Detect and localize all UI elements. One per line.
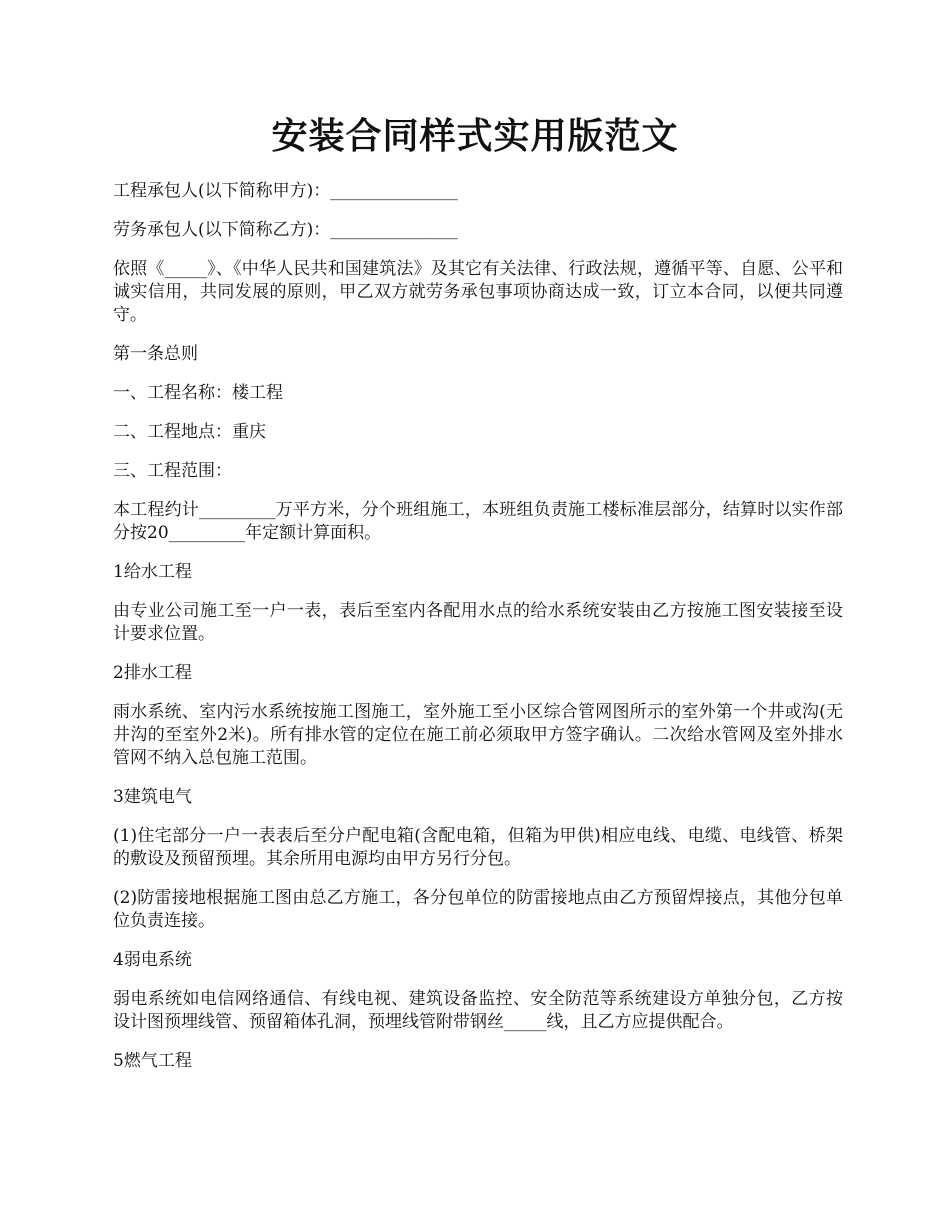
party-a-line: 工程承包人(以下简称甲方)：_______________: [113, 181, 458, 201]
document-body: [113, 180, 843, 1089]
project-scope-heading: 三、工程范围：: [113, 461, 232, 481]
gas-heading: 5燃气工程: [113, 1051, 192, 1071]
water-supply-heading: 1给水工程: [113, 562, 192, 582]
drainage-paragraph: 雨水系统、室内污水系统按施工图施工，室外施工至小区综合管网图所示的室外第一个井或沟(无井沟的至室外2米)。所有排水管的定位在施工前必须取甲方签字确认。二次给水管网及室外排水管网不纳入总包施工范围。: [113, 702, 843, 768]
article-one-heading: 第一条总则: [113, 344, 198, 364]
project-name-line: 一、工程名称：楼工程: [113, 383, 283, 403]
low-voltage-heading: 4弱电系统: [113, 950, 192, 970]
document-title: 安装合同样式实用版范文: [271, 115, 679, 157]
electrical-item-1: (1)住宅部分一户一表表后至分户配电箱(含配电箱，但箱为甲供)相应电线、电缆、电线管、桥架的敷设及预留预埋。其余所用电源均由甲方另行分包。: [113, 826, 843, 869]
project-location-line: 二、工程地点：重庆: [113, 422, 266, 442]
electrical-item-2: (2)防雷接地根据施工图由总乙方施工，各分包单位的防雷接地点由乙方预留焊接点，其他分包单位负责连接。: [113, 888, 843, 931]
drainage-heading: 2排水工程: [113, 663, 192, 683]
electrical-heading: 3建筑电气: [113, 787, 192, 807]
preamble-paragraph: 依照《_____》、《中华人民共和国建筑法》及其它有关法律、行政法规，遵循平等、自愿、公平和诚实信用，共同发展的原则，甲乙双方就劳务承包事项协商达成一致，订立本合同，以便共同遵守。: [113, 259, 843, 325]
party-b-line: 劳务承包人(以下简称乙方)：_______________: [113, 220, 458, 240]
project-scope-paragraph: 本工程约计_________万平方米，分个班组施工，本班组负责施工楼标准层部分，结算时以实作部分按20_________年定额计算面积。: [113, 500, 843, 543]
water-supply-paragraph: 由专业公司施工至一户一表，表后至室内各配用水点的给水系统安装由乙方按施工图安装接至设计要求位置。: [113, 601, 843, 644]
low-voltage-paragraph: 弱电系统如电信网络通信、有线电视、建筑设备监控、安全防范等系统建设方单独分包，乙方按设计图预埋线管、预留箱体孔洞，预埋线管附带钢丝_____线，且乙方应提供配合。: [113, 989, 843, 1032]
